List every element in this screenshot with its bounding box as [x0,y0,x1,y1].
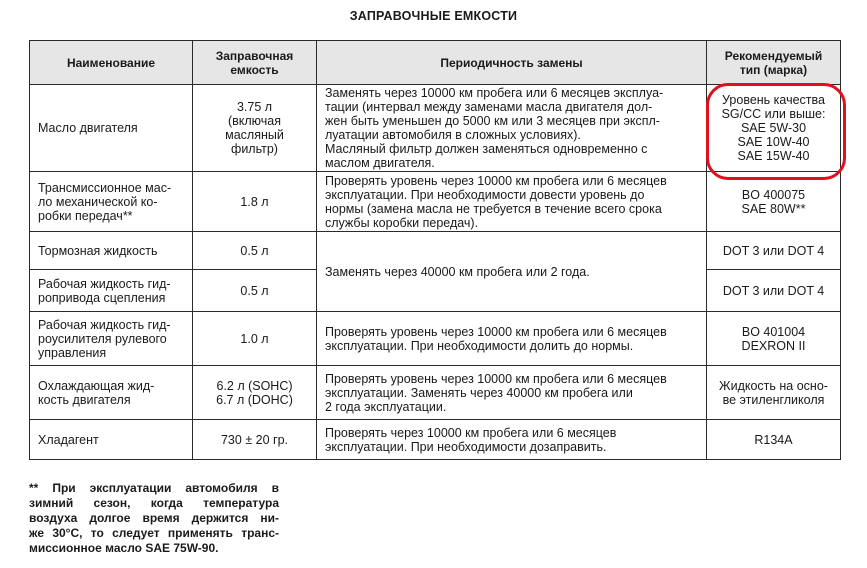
page-title: ЗАПРАВОЧНЫЕ ЕМКОСТИ [349,9,518,23]
row-recommended: BO 401004 DEXRON II [707,312,841,366]
header-name: Наименование [30,41,193,85]
row-period: Проверять уровень через 10000 км пробега или 6 месяцев эксплуатации. Заменять через 40000 км пробега или 2 года эксплуатации. [317,366,707,420]
row-period: Заменять через 10000 км пробега или 6 месяцев эксплуа- тации (интервал между заменами масла двигателя дол- жен быть уменьшен до 5000 км или 3 месяцев при экспл- луатации автомобиля в сложных условиях). Масляный фильтр должен заменяться одновременно с маслом двигателя. [317,85,707,172]
row-recommended: BO 400075 SAE 80W** [707,172,841,232]
table-row [30,232,841,270]
row-capacity: 6.2 л (SOHC) 6.7 л (DOHC) [193,366,317,420]
table-row [30,172,841,232]
row-recommended: R134A [707,420,841,460]
table-row [30,312,841,366]
footnote: ** При эксплуатации автомобиля в зимний сезон, когда температура воздуха долгое время держится ни- же 30°C, то следует применять транс- миссионное масло SAE 75W-90. [29,481,279,555]
row-capacity: 1.8 л [193,172,317,232]
header-row [30,41,841,85]
row-name: Хладагент [30,420,193,460]
row-recommended: Жидкость на осно- ве этиленгликоля [707,366,841,420]
row-period: Проверять уровень через 10000 км пробега или 6 месяцев эксплуатации. При необходимости довести уровень до нормы (замена масла не требуется в течение всего срока службы коробки передач). [317,172,707,232]
header-period: Периодичность замены [317,41,707,85]
table-row [30,366,841,420]
row-recommended: DOT 3 или DOT 4 [707,232,841,270]
header-capacity: Заправочная емкость [193,41,317,85]
row-period: Проверять уровень через 10000 км пробега или 6 месяцев эксплуатации. При необходимости долить до нормы. [317,312,707,366]
row-name: Рабочая жидкость гид- ропривода сцепления [30,270,193,312]
row-recommended: Уровень качества SG/CC или выше: SAE 5W-30 SAE 10W-40 SAE 15W-40 [707,85,841,172]
row-capacity: 0.5 л [193,270,317,312]
row-capacity: 0.5 л [193,232,317,270]
row-capacity: 3.75 л (включая масляный фильтр) [193,85,317,172]
header-recommended: Рекомендуемый тип (марка) [707,41,841,85]
row-name: Тормозная жидкость [30,232,193,270]
row-name: Охлаждающая жид- кость двигателя [30,366,193,420]
row-period: Проверять через 10000 км пробега или 6 месяцев эксплуатации. При необходимости дозаправить. [317,420,707,460]
table-row [30,420,841,460]
fluid-capacities-table [29,40,841,460]
row-name: Трансмиссионное мас- ло механической ко- робки передач** [30,172,193,232]
table-row [30,85,841,172]
row-capacity: 730 ± 20 гр. [193,420,317,460]
row-capacity: 1.0 л [193,312,317,366]
row-recommended: DOT 3 или DOT 4 [707,270,841,312]
row-name: Масло двигателя [30,85,193,172]
row-name: Рабочая жидкость гид- роусилителя рулевого управления [30,312,193,366]
row-period-merged: Заменять через 40000 км пробега или 2 года. [317,232,707,312]
